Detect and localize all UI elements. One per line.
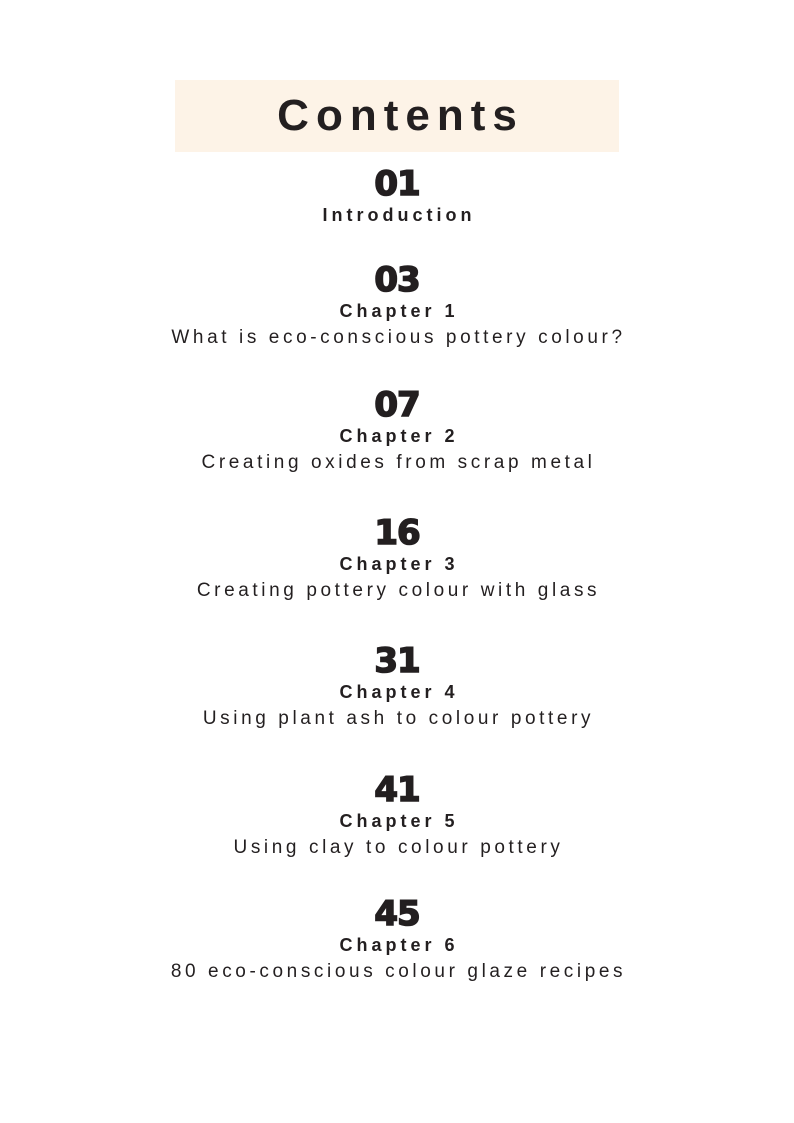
toc-entry-chapter-4[interactable]	[0, 643, 794, 731]
page-number: 45	[374, 894, 420, 934]
toc-entry-introduction[interactable]	[0, 166, 794, 226]
chapter-label: Chapter 2	[339, 426, 459, 446]
chapter-title: Creating pottery colour with glass	[196, 580, 601, 601]
chapter-label: Chapter 6	[339, 935, 459, 955]
toc-entry-chapter-5[interactable]	[0, 772, 794, 860]
toc-entry-chapter-1[interactable]	[0, 262, 794, 350]
chapter-label: Chapter 5	[339, 811, 459, 831]
chapter-title: Creating oxides from scrap metal	[201, 452, 596, 473]
chapter-title: Using clay to colour pottery	[233, 837, 564, 858]
toc-entry-chapter-2[interactable]	[0, 387, 794, 475]
page-number: 07	[374, 385, 420, 425]
page-title: Contents	[277, 91, 524, 140]
chapter-label: Introduction	[322, 205, 476, 225]
toc-entry-chapter-3[interactable]	[0, 515, 794, 603]
chapter-label: Chapter 4	[339, 682, 459, 702]
chapter-title: What is eco-conscious pottery colour?	[171, 327, 626, 348]
page-number: 31	[374, 641, 420, 681]
chapter-label: Chapter 1	[339, 301, 459, 321]
chapter-title: Using plant ash to colour pottery	[202, 708, 595, 729]
page-number: 03	[374, 260, 420, 300]
contents-title-band	[175, 80, 619, 152]
chapter-label: Chapter 3	[339, 554, 459, 574]
toc-entry-chapter-6[interactable]	[0, 896, 794, 984]
page-number: 01	[374, 164, 420, 204]
chapter-title: 80 eco-conscious colour glaze recipes	[170, 961, 627, 982]
page-number: 16	[374, 513, 420, 553]
page-number: 41	[374, 770, 420, 810]
